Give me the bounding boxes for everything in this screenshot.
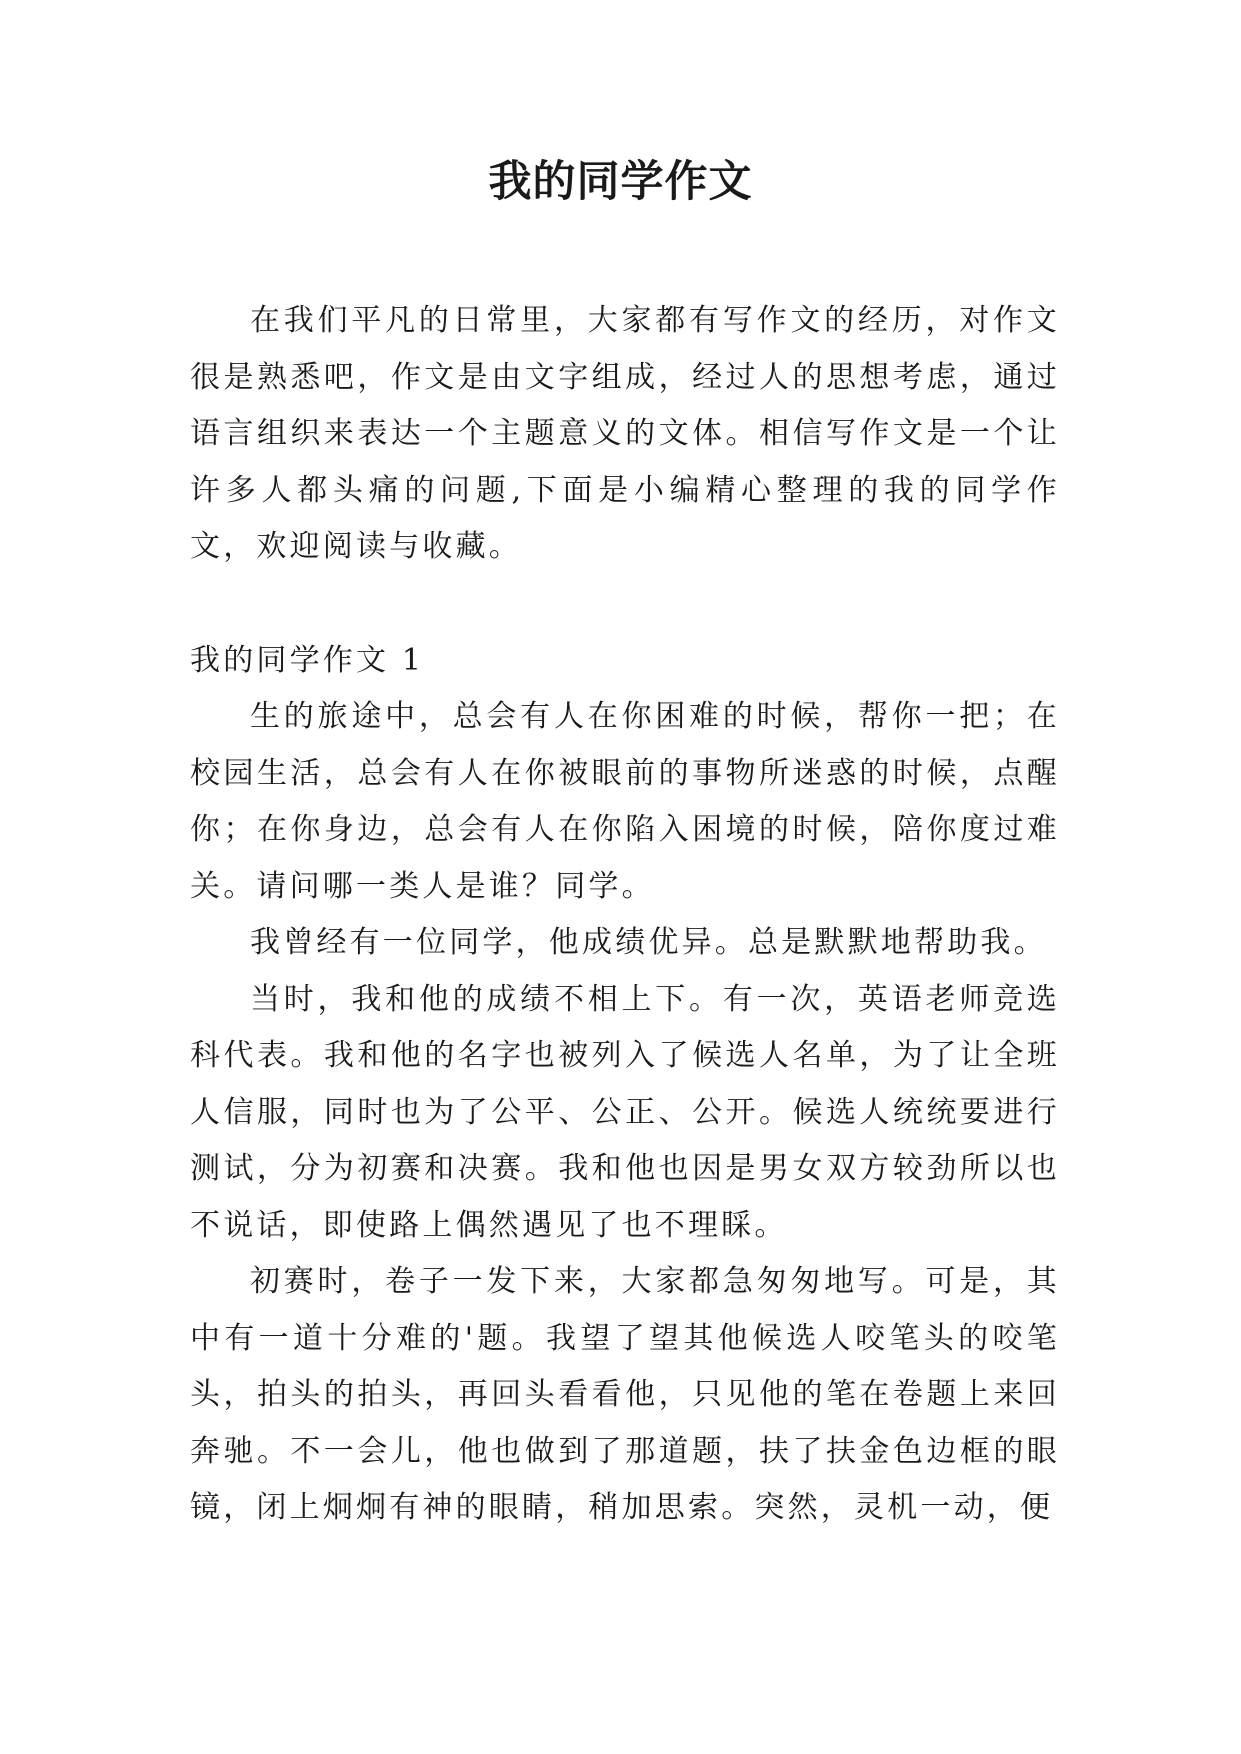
body-paragraph-4: 初赛时，卷子一发下来，大家都急匆匆地写。可是，其中有一道十分难的'题。我望了望其他候选人咬笔头的咬笔头，拍头的拍头，再回头看看他，只见他的笔在卷题上来回奔驰。不一会儿，他也做到了那道题，扶了扶金色边框的眼镜，闭上炯炯有神的眼睛，稍加思索。突然，灵机一动，便 xyxy=(190,1264,1060,1525)
paragraph-spacer xyxy=(190,576,1060,633)
body-paragraph-3: 当时，我和他的成绩不相上下。有一次，英语老师竞选科代表。我和他的名字也被列入了候选人名单，为了让全班人信服，同时也为了公平、公正、公开。候选人统统要进行测试，分为初赛和决赛。我和他也因是男女双方较劲所以也不说话，即使路上偶然遇见了也不理睬。 xyxy=(190,981,1060,1243)
intro-paragraph: 在我们平凡的日常里，大家都有写作文的经历，对作文很是熟悉吧，作文是由文字组成，经过人的思想考虑，通过语言组织来表达一个主题意义的文体。相信写作文是一个让许多人都头痛的问题,下面是小编精心整理的我的同学作文，欢迎阅读与收藏。 xyxy=(190,303,1060,564)
body-paragraph-2: 我曾经有一位同学，他成绩优异。总是默默地帮助我。 xyxy=(250,925,1047,960)
body-paragraph-1: 生的旅途中，总会有人在你困难的时候，帮你一把；在校园生活，总会有人在你被眼前的事物所迷惑的时候，点醒你；在你身边，总会有人在你陷入困境的时候，陪你度过难关。请问哪一类人是谁？同学。 xyxy=(190,699,1060,904)
document-title: 我的同学作文 xyxy=(488,157,753,207)
document-body xyxy=(190,293,1060,1537)
section-heading: 我的同学作文 1 xyxy=(190,642,425,678)
